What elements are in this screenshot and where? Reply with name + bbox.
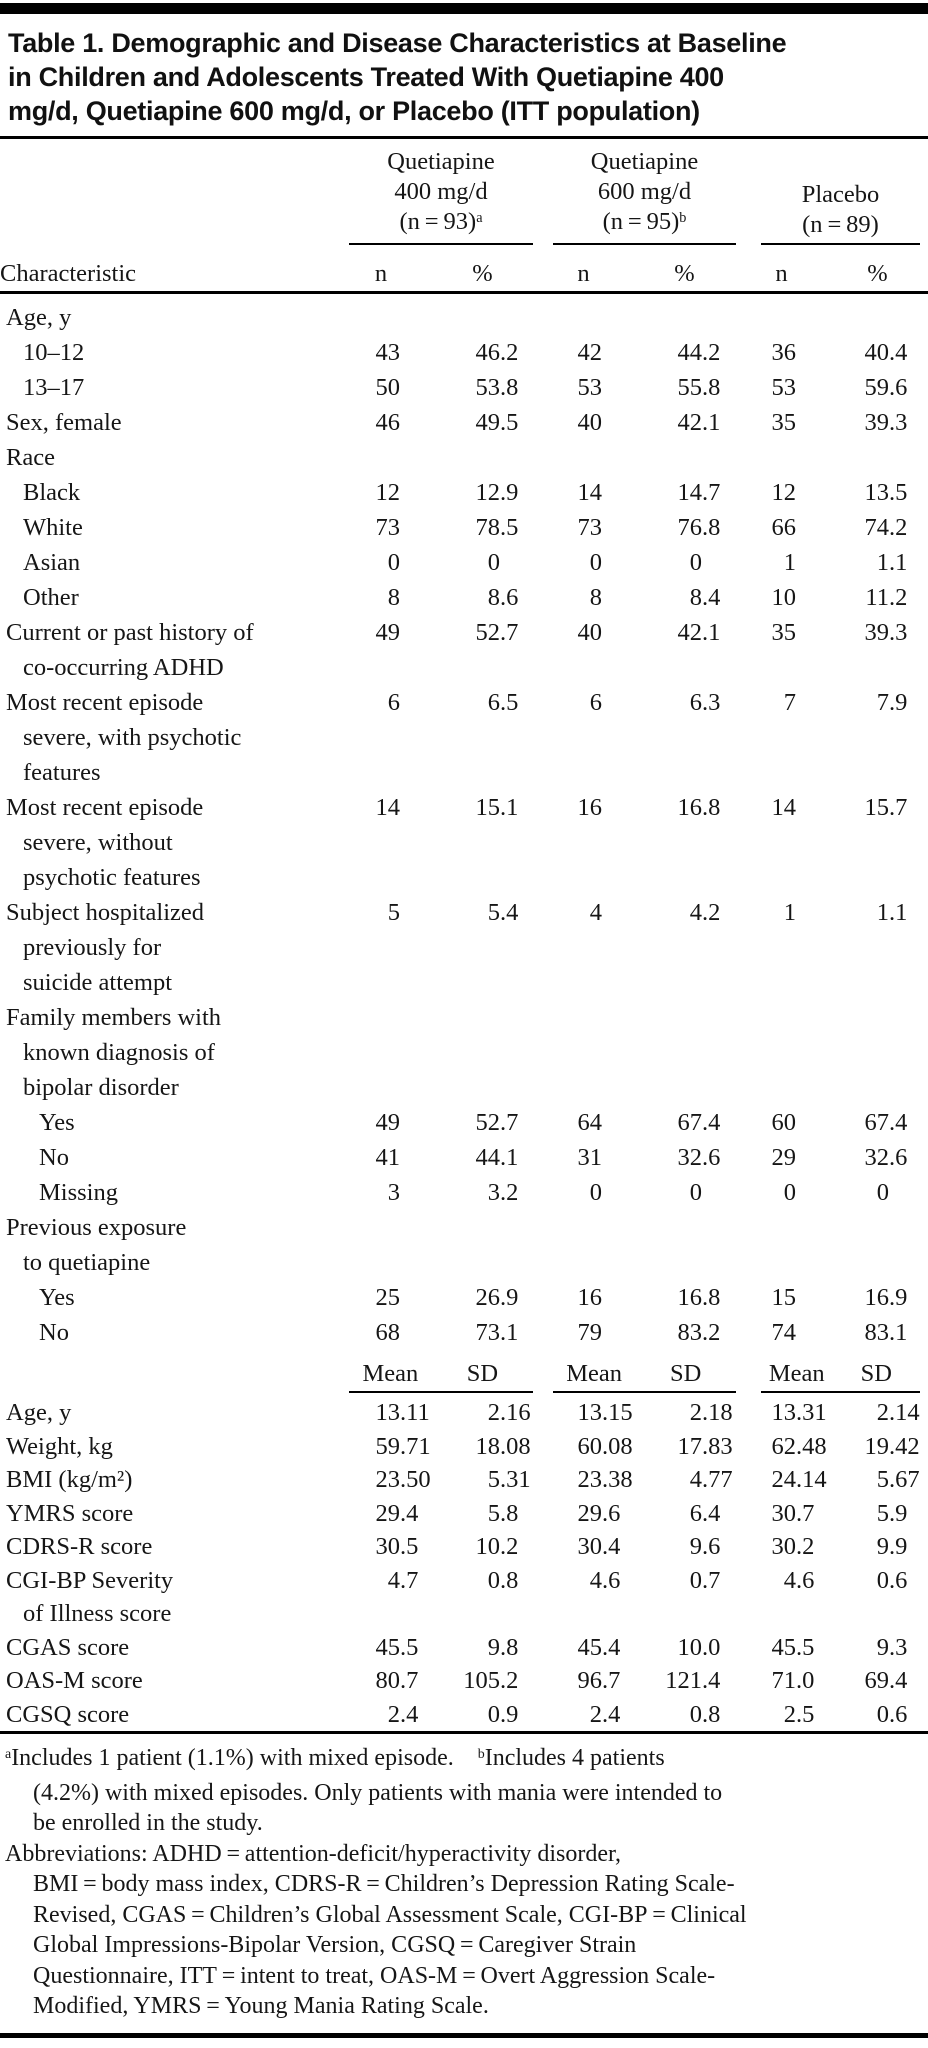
value-cell: 5.9 xyxy=(876,1499,908,1527)
row-label: No xyxy=(39,1319,69,1346)
value-cell: 73.1 xyxy=(475,1319,519,1346)
measure-header-row xyxy=(0,245,928,293)
value-cell: 0.8 xyxy=(487,1566,519,1594)
value-cell: 25 xyxy=(375,1284,400,1311)
value-cell: 9.3 xyxy=(876,1633,908,1661)
value-cell: 4.77 xyxy=(689,1466,733,1493)
table-row xyxy=(0,510,928,545)
row-label: 10–12 xyxy=(23,339,85,366)
value-cell: 40 xyxy=(577,409,602,436)
group-header-row xyxy=(0,139,928,245)
footnote-text: Modified, YMRS = Young Mania Rating Scale. xyxy=(33,1993,489,2019)
value-cell: 44.2 xyxy=(677,339,721,366)
footnote-line xyxy=(0,1900,928,1931)
table-title xyxy=(0,14,928,136)
value-cell: 5.8 xyxy=(487,1499,519,1527)
value-cell: 66 xyxy=(771,514,796,541)
row-label: Current or past history of co-occurring ADHD xyxy=(6,619,254,681)
value-cell: 74 xyxy=(771,1319,796,1346)
row-label: CGSQ score xyxy=(6,1700,130,1728)
value-cell: 10 xyxy=(771,584,796,611)
value-cell: 23.38 xyxy=(577,1466,633,1493)
footnotes xyxy=(0,1734,928,2022)
value-cell xyxy=(633,1000,736,1105)
footnote-line xyxy=(0,1778,928,1809)
value-cell: 0.6 xyxy=(876,1700,908,1728)
measure-header: n xyxy=(331,245,431,293)
value-cell: 8.6 xyxy=(487,584,519,611)
row-label: CDRS-R score xyxy=(6,1533,153,1560)
table-row xyxy=(0,1210,928,1280)
value-cell: 8 xyxy=(387,584,400,611)
value-cell: 17.83 xyxy=(677,1432,733,1460)
stats-section xyxy=(0,1350,928,1731)
value-cell: 13.11 xyxy=(375,1399,430,1426)
footnote-marker-b: b xyxy=(477,1747,485,1763)
value-cell: 14.7 xyxy=(677,479,721,506)
group-header-line: Placebo xyxy=(801,181,880,208)
value-cell: 71.0 xyxy=(771,1667,815,1694)
row-label: Previous exposure to quetiapine xyxy=(6,1214,187,1276)
row-label: Age, y xyxy=(6,304,72,331)
value-cell: 12 xyxy=(375,479,400,506)
value-cell: 16.8 xyxy=(677,1284,721,1311)
value-cell: 13.5 xyxy=(864,479,908,506)
value-cell: 6 xyxy=(589,689,602,716)
value-cell: 2.14 xyxy=(876,1399,920,1426)
measure-header: % xyxy=(633,245,736,293)
value-cell: 67.4 xyxy=(864,1109,908,1136)
group-header-line: 600 mg/d xyxy=(597,178,692,205)
value-cell xyxy=(827,1000,928,1105)
value-cell: 1.1 xyxy=(876,899,908,926)
value-cell: 59.6 xyxy=(864,374,908,401)
row-label: Asian xyxy=(23,549,81,576)
value-cell: 36 xyxy=(771,339,796,366)
value-cell: 53.8 xyxy=(475,374,519,401)
value-cell: 6 xyxy=(387,689,400,716)
table-row xyxy=(0,1497,928,1531)
measure-header: n xyxy=(736,245,827,293)
value-cell: 23.50 xyxy=(375,1466,431,1493)
table-row xyxy=(0,335,928,370)
value-cell xyxy=(431,1210,534,1280)
table-row xyxy=(0,545,928,580)
value-cell xyxy=(633,1210,736,1280)
value-cell: 67.4 xyxy=(677,1109,721,1136)
footnote-marker-a: a xyxy=(476,209,483,226)
group-header-line: (n = 89) xyxy=(802,211,879,238)
table-row xyxy=(0,895,928,1000)
table-row xyxy=(0,580,928,615)
value-cell: 10.0 xyxy=(677,1633,721,1661)
value-cell: 73 xyxy=(375,514,400,541)
table-row xyxy=(0,405,928,440)
value-cell: 0 xyxy=(876,1179,889,1206)
value-cell: 46 xyxy=(375,409,400,436)
row-label: Weight, kg xyxy=(6,1432,113,1460)
row-label: Family members with known diagnosis of bipolar disorder xyxy=(6,1004,222,1101)
value-cell xyxy=(534,1210,633,1280)
value-cell: 30.5 xyxy=(375,1533,419,1560)
value-cell: 2.16 xyxy=(487,1399,531,1426)
value-cell: 6.4 xyxy=(689,1499,721,1527)
value-cell: 0.9 xyxy=(487,1700,519,1728)
table-row xyxy=(0,293,928,336)
row-label: Race xyxy=(6,444,55,471)
table-header xyxy=(0,139,928,293)
sd-header: SD xyxy=(670,1360,702,1387)
footnote-text: Revised, CGAS = Children’s Global Assessment Scale, CGI-BP = Clinical xyxy=(33,1901,747,1928)
value-cell: 0 xyxy=(689,1179,702,1206)
table-row xyxy=(0,685,928,790)
value-cell: 5.4 xyxy=(487,899,519,926)
value-cell: 41 xyxy=(375,1144,400,1171)
table-row xyxy=(0,1564,928,1631)
mean-header: Mean xyxy=(362,1360,419,1387)
value-cell: 0 xyxy=(589,1179,602,1206)
value-cell: 15.7 xyxy=(864,794,908,821)
value-cell: 11.2 xyxy=(865,584,908,611)
value-cell: 14 xyxy=(375,794,400,821)
spacer-row xyxy=(0,1350,928,1357)
value-cell: 6.5 xyxy=(487,689,519,716)
row-label: CGI-BP Severity of Illness score xyxy=(6,1566,174,1627)
value-cell: 105.2 xyxy=(463,1667,519,1694)
footnote-text: Includes 4 patients xyxy=(484,1745,665,1771)
value-cell: 53 xyxy=(577,374,602,401)
counts-section xyxy=(0,293,928,1351)
value-cell: 2.4 xyxy=(589,1700,621,1728)
table-row xyxy=(0,1698,928,1732)
table-row xyxy=(0,1430,928,1464)
value-cell: 0 xyxy=(387,549,400,576)
row-label: Subject hospitalized previously for suicide attempt xyxy=(6,899,204,996)
table-row xyxy=(0,1631,928,1665)
value-cell: 4 xyxy=(589,899,602,926)
group-header-line: (n = 93)$^a$ xyxy=(399,208,483,235)
value-cell: 2.18 xyxy=(689,1399,733,1426)
top-rule xyxy=(0,3,928,14)
value-cell: 7 xyxy=(783,689,796,716)
row-label: Missing xyxy=(39,1179,118,1206)
table-row xyxy=(0,1393,928,1430)
stat-group-header xyxy=(534,1357,736,1393)
value-cell: 0.6 xyxy=(876,1566,908,1594)
value-cell: 26.9 xyxy=(475,1284,519,1311)
value-cell xyxy=(331,440,431,475)
value-cell: 16 xyxy=(577,1284,602,1311)
value-cell: 30.2 xyxy=(771,1533,815,1560)
table-row xyxy=(0,1000,928,1105)
value-cell: 83.1 xyxy=(864,1319,908,1346)
column-group-header xyxy=(534,139,736,245)
stat-group-header xyxy=(736,1357,928,1393)
value-cell: 43 xyxy=(375,339,400,366)
row-label: OAS-M score xyxy=(6,1667,143,1694)
value-cell: 3.2 xyxy=(487,1179,519,1206)
row-label: Sex, female xyxy=(6,409,122,436)
value-cell xyxy=(633,293,736,336)
value-cell: 79 xyxy=(577,1319,602,1346)
table-row xyxy=(0,370,928,405)
value-cell: 35 xyxy=(771,409,796,436)
table-row xyxy=(0,1530,928,1564)
value-cell: 49 xyxy=(375,619,400,646)
table-row xyxy=(0,790,928,895)
value-cell xyxy=(827,1210,928,1280)
value-cell: 45.4 xyxy=(577,1633,621,1661)
value-cell: 40.4 xyxy=(864,339,908,366)
table-row xyxy=(0,615,928,685)
value-cell: 42.1 xyxy=(677,619,721,646)
row-label: Most recent episode severe, without psychotic features xyxy=(6,794,204,891)
value-cell: 96.7 xyxy=(577,1667,621,1694)
value-cell xyxy=(331,1210,431,1280)
baseline-characteristics-table xyxy=(0,139,928,1731)
value-cell: 0 xyxy=(589,549,602,576)
title-line: Table 1. Demographic and Disease Characteristics at Baseline xyxy=(8,28,787,58)
value-cell: 7.9 xyxy=(876,689,908,716)
footnote-line xyxy=(0,1930,928,1961)
value-cell: 8 xyxy=(589,584,602,611)
value-cell: 6.3 xyxy=(689,689,721,716)
footnote-marker-a: a xyxy=(5,1747,12,1763)
value-cell: 32.6 xyxy=(864,1144,908,1171)
value-cell: 39.3 xyxy=(864,619,908,646)
value-cell: 69.4 xyxy=(864,1667,908,1694)
group-header-line: Quetiapine xyxy=(387,148,495,175)
title-line: in Children and Adolescents Treated With Quetiapine 400 xyxy=(8,62,724,92)
row-label: Most recent episode severe, with psychotic features xyxy=(6,689,242,786)
value-cell xyxy=(736,1000,827,1105)
value-cell: 15.1 xyxy=(475,794,519,821)
mean-header: Mean xyxy=(768,1360,825,1387)
value-cell: 30.7 xyxy=(771,1499,815,1527)
value-cell: 15 xyxy=(771,1284,796,1311)
value-cell xyxy=(736,1210,827,1280)
row-label: CGAS score xyxy=(6,1633,130,1661)
value-cell: 9.6 xyxy=(689,1533,721,1560)
value-cell: 14 xyxy=(577,479,602,506)
value-cell: 45.5 xyxy=(375,1633,419,1661)
value-cell: 29.4 xyxy=(375,1499,419,1527)
value-cell: 0 xyxy=(689,549,702,576)
value-cell: 45.5 xyxy=(771,1633,815,1661)
value-cell: 46.2 xyxy=(475,339,519,366)
value-cell: 44.1 xyxy=(475,1144,519,1171)
value-cell: 73 xyxy=(577,514,602,541)
value-cell: 31 xyxy=(577,1144,602,1171)
value-cell: 55.8 xyxy=(677,374,721,401)
row-label: Other xyxy=(23,584,79,611)
value-cell xyxy=(534,1000,633,1105)
value-cell: 40 xyxy=(577,619,602,646)
row-label: Age, y xyxy=(6,1399,72,1426)
value-cell: 74.2 xyxy=(864,514,908,541)
value-cell: 12 xyxy=(771,479,796,506)
value-cell: 4.6 xyxy=(783,1566,815,1594)
value-cell: 13.15 xyxy=(577,1399,633,1426)
value-cell: 1.1 xyxy=(876,549,908,576)
value-cell: 18.08 xyxy=(475,1432,531,1460)
footnote-text: Includes 1 patient (1.1%) with mixed episode. xyxy=(11,1745,478,1771)
value-cell: 49 xyxy=(375,1109,400,1136)
value-cell: 29 xyxy=(771,1144,796,1171)
value-cell xyxy=(431,440,534,475)
empty-label-cell xyxy=(0,1357,331,1393)
value-cell: 30.4 xyxy=(577,1533,621,1560)
value-cell: 9.9 xyxy=(876,1533,908,1560)
value-cell: 60.08 xyxy=(577,1432,633,1460)
value-cell: 68 xyxy=(375,1319,400,1346)
mean-header: Mean xyxy=(566,1360,623,1387)
value-cell: 4.2 xyxy=(689,899,721,926)
value-cell: 1 xyxy=(783,549,796,576)
value-cell: 14 xyxy=(771,794,796,821)
table-row xyxy=(0,1463,928,1497)
value-cell: 0.7 xyxy=(689,1566,721,1594)
value-cell xyxy=(331,293,431,336)
value-cell: 83.2 xyxy=(677,1319,721,1346)
row-label: Yes xyxy=(39,1284,75,1311)
value-cell: 64 xyxy=(577,1109,602,1136)
value-cell: 0 xyxy=(487,549,500,576)
row-label: White xyxy=(23,514,83,541)
table-row xyxy=(0,1140,928,1175)
row-label: Black xyxy=(23,479,81,506)
table-row xyxy=(0,475,928,510)
value-cell xyxy=(331,1000,431,1105)
table-row xyxy=(0,1315,928,1350)
footnote-line xyxy=(0,1808,928,1839)
table-row xyxy=(0,1175,928,1210)
footnote-text: (4.2%) with mixed episodes. Only patients with mania were intended to xyxy=(33,1779,723,1806)
value-cell: 62.48 xyxy=(771,1432,827,1460)
value-cell xyxy=(827,293,928,336)
footnote-text: be enrolled in the study. xyxy=(33,1810,263,1836)
table-row xyxy=(0,440,928,475)
measure-header: n xyxy=(534,245,633,293)
value-cell: 5.67 xyxy=(876,1466,920,1493)
value-cell: 16.9 xyxy=(864,1284,908,1311)
footnote-text: Abbreviations: ADHD = attention-deficit/hyperactivity disorder, xyxy=(5,1840,622,1867)
table-row xyxy=(0,1280,928,1315)
value-cell xyxy=(431,1000,534,1105)
value-cell: 1 xyxy=(783,899,796,926)
group-header-line: (n = 95)$^b$ xyxy=(602,208,687,235)
stat-group-header xyxy=(331,1357,534,1393)
stat-header-row xyxy=(0,1357,928,1393)
value-cell xyxy=(736,293,827,336)
value-cell: 52.7 xyxy=(475,619,519,646)
value-cell: 16 xyxy=(577,794,602,821)
row-label: Yes xyxy=(39,1109,75,1136)
value-cell: 2.5 xyxy=(783,1700,815,1728)
value-cell: 2.4 xyxy=(387,1700,419,1728)
value-cell: 12.9 xyxy=(475,479,519,506)
value-cell xyxy=(534,440,633,475)
value-cell: 60 xyxy=(771,1109,796,1136)
footnote-text: Global Impressions-Bipolar Version, CGSQ = Caregiver Strain xyxy=(33,1932,637,1958)
table-row xyxy=(0,1105,928,1140)
value-cell: 52.7 xyxy=(475,1109,519,1136)
title-line: mg/d, Quetiapine 600 mg/d, or Placebo (ITT population) xyxy=(8,96,700,126)
footnote-line xyxy=(0,1839,928,1870)
sd-header: SD xyxy=(466,1360,499,1387)
value-cell: 76.8 xyxy=(677,514,721,541)
value-cell: 0 xyxy=(783,1179,796,1206)
value-cell: 78.5 xyxy=(475,514,519,541)
empty-corner-cell xyxy=(0,139,331,245)
row-label: No xyxy=(39,1144,69,1171)
bottom-rule xyxy=(0,2033,928,2038)
footnote-line xyxy=(0,1743,928,1778)
sd-header: SD xyxy=(860,1360,892,1387)
value-cell: 3 xyxy=(387,1179,400,1206)
value-cell xyxy=(827,440,928,475)
value-cell xyxy=(736,440,827,475)
footnote-line xyxy=(0,1961,928,1992)
column-group-header xyxy=(331,139,534,245)
value-cell: 53 xyxy=(771,374,796,401)
value-cell: 16.8 xyxy=(677,794,721,821)
footnote-line xyxy=(0,1869,928,1900)
value-cell: 9.8 xyxy=(487,1633,519,1661)
value-cell: 35 xyxy=(771,619,796,646)
value-cell: 4.6 xyxy=(589,1566,621,1594)
characteristic-header: Characteristic xyxy=(0,245,331,293)
value-cell: 5.31 xyxy=(487,1466,531,1493)
value-cell: 42 xyxy=(577,339,602,366)
value-cell: 4.7 xyxy=(387,1566,419,1594)
footnote-text: Questionnaire, ITT = intent to treat, OAS-M = Overt Aggression Scale- xyxy=(33,1962,716,1989)
value-cell: 121.4 xyxy=(665,1667,721,1694)
value-cell: 80.7 xyxy=(375,1667,419,1694)
footnote-text: BMI = body mass index, CDRS-R = Children’s Depression Rating Scale- xyxy=(33,1871,735,1897)
value-cell xyxy=(633,440,736,475)
value-cell: 42.1 xyxy=(677,409,721,436)
measure-header: % xyxy=(827,245,928,293)
value-cell: 8.4 xyxy=(689,584,721,611)
value-cell xyxy=(431,293,534,336)
measure-header: % xyxy=(431,245,534,293)
row-label: 13–17 xyxy=(23,374,85,401)
footnote-marker-b: b xyxy=(679,209,687,226)
value-cell: 0.8 xyxy=(689,1700,721,1728)
value-cell: 29.6 xyxy=(577,1499,621,1527)
value-cell: 19.42 xyxy=(864,1432,920,1460)
group-header-line: 400 mg/d xyxy=(394,178,488,205)
row-label: BMI (kg/m²) xyxy=(6,1466,133,1493)
value-cell: 5 xyxy=(387,899,400,926)
table-row xyxy=(0,1664,928,1698)
value-cell: 13.31 xyxy=(771,1399,827,1426)
column-group-header xyxy=(736,139,928,245)
row-label: YMRS score xyxy=(6,1499,134,1527)
value-cell: 10.2 xyxy=(475,1533,519,1560)
value-cell xyxy=(534,293,633,336)
value-cell: 24.14 xyxy=(771,1466,827,1493)
value-cell: 49.5 xyxy=(475,409,519,436)
footnote-line xyxy=(0,1991,928,2022)
group-header-line: Quetiapine xyxy=(590,148,699,175)
value-cell: 50 xyxy=(375,374,400,401)
value-cell: 39.3 xyxy=(864,409,908,436)
value-cell: 59.71 xyxy=(375,1432,431,1460)
value-cell: 32.6 xyxy=(677,1144,721,1171)
